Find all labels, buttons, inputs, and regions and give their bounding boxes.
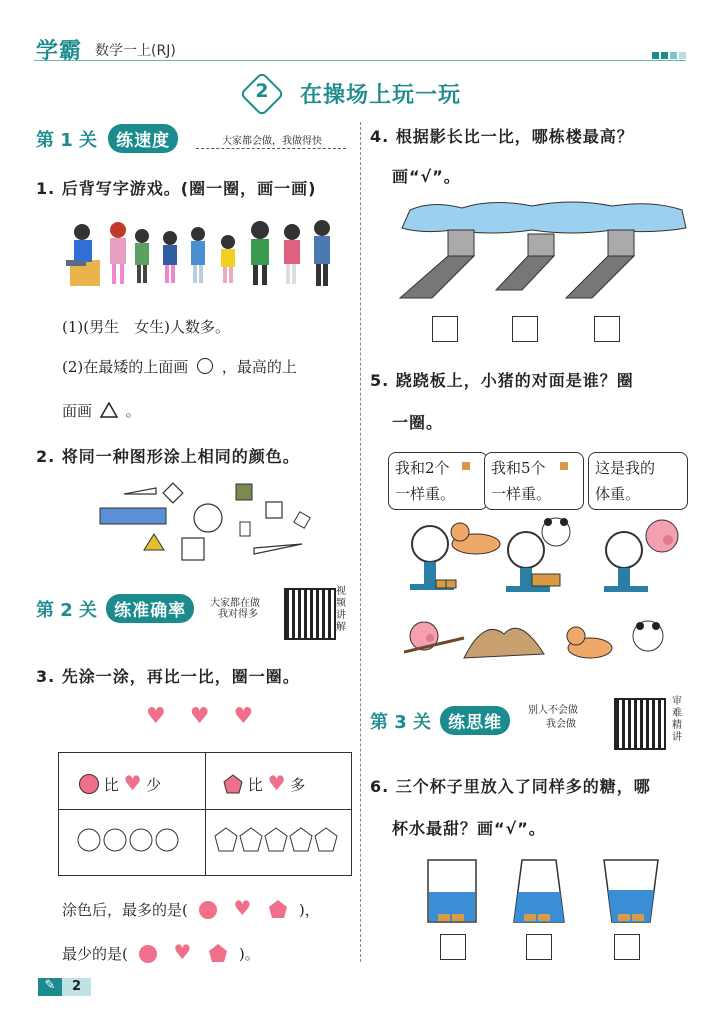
q4-title: 4. 根据影长比一比，哪栋楼最高？ (370, 127, 634, 146)
hint-line (196, 148, 346, 149)
q1-title: 1. 后背写字游戏。(圈一圈，画一画) (36, 179, 317, 198)
q1-part2 (62, 356, 297, 377)
column-divider (360, 122, 361, 962)
level3-hint (528, 704, 578, 732)
q1-part2-text: (2)在最矮的上面画 (62, 358, 189, 376)
q5-title2: 一圈。 (392, 413, 444, 432)
q3-title: 3. 先涂一涂，再比一比，圈一圈。 (36, 667, 300, 686)
pentagon-option-icon[interactable] (268, 899, 288, 919)
circle-shape (194, 504, 222, 532)
q3-least (62, 940, 260, 964)
q1-part1: (1)(男生 女生)人数多。 (62, 318, 230, 336)
q3-most-text: 涂色后，最多的是( (62, 901, 188, 919)
q3-least-text: 最少的是( (62, 945, 128, 963)
page-title: 在操场上玩一玩 (300, 83, 462, 108)
answer-box[interactable] (594, 316, 620, 342)
answer-box[interactable] (526, 934, 552, 960)
building-2 (528, 234, 554, 256)
level1-pill: 练速度 (108, 124, 178, 153)
circle-icon (79, 774, 99, 794)
q4-title2: 画“√”。 (392, 167, 461, 186)
qr-code[interactable] (614, 698, 666, 750)
circle-option-icon[interactable] (139, 945, 157, 963)
q6-title: 6. 三个杯子里放入了同样多的糖，哪 (370, 777, 651, 796)
answer-box[interactable] (432, 316, 458, 342)
bubble1-line1: 我和2个 (395, 459, 450, 477)
small-rect-shape (240, 522, 250, 536)
panda-1 (542, 518, 570, 546)
level3-label: 第 3 关 (370, 712, 432, 733)
page-number: 2 (62, 978, 91, 996)
qr-code[interactable] (284, 588, 336, 640)
big-square-shape (182, 538, 204, 560)
level3-pill: 练思维 (440, 706, 510, 735)
level3-hint2: 我会做 (546, 719, 576, 730)
kid-6 (221, 235, 235, 283)
answer-box[interactable] (512, 316, 538, 342)
building-3 (608, 230, 634, 256)
q1-part2-text2: ，最高的上 (221, 358, 297, 376)
cups-figure (424, 856, 664, 926)
level1-label: 第 1 关 (36, 130, 98, 151)
scale-3 (604, 532, 648, 592)
q3-least-end: )。 (238, 945, 260, 963)
square-shape (266, 502, 282, 518)
q2-title: 2. 将同一种图形涂上相同的颜色。 (36, 447, 300, 466)
level2-hint1: 大家都在做 (210, 598, 260, 609)
shapes-figure (96, 478, 326, 570)
tilted-square-shape (294, 512, 310, 528)
heart-icon: ♥ (233, 704, 278, 729)
q1-part3-text: 面画 (62, 402, 93, 420)
cell1-text-a: 比 (103, 776, 119, 794)
header-rule (34, 60, 686, 61)
pentagon-option-icon[interactable] (208, 943, 228, 963)
pencil-icon: ✎ (38, 978, 62, 996)
level2-hint2: 我对得多 (218, 609, 258, 620)
seesaw-figure (404, 608, 694, 672)
level1-hint: 大家都会做，我做得快 (222, 136, 322, 147)
dog-1 (451, 523, 500, 554)
q3-most (62, 896, 320, 920)
shadow-3 (566, 256, 634, 298)
answer-box[interactable] (614, 934, 640, 960)
kid-2 (110, 222, 126, 284)
blue-rectangle-shape (100, 508, 166, 524)
page-number-badge (38, 976, 91, 996)
answer-box[interactable] (440, 934, 466, 960)
level2-pill: 练准确率 (106, 594, 194, 623)
pentagon-icon (223, 774, 243, 794)
box-icon (560, 462, 568, 470)
table-cell-2 (223, 771, 305, 795)
cell2-text-a: 比 (247, 776, 263, 794)
table-cell-1 (79, 771, 161, 795)
building-1 (448, 230, 474, 256)
hearts-row (146, 704, 277, 729)
bubble3-line2: 体重。 (595, 485, 641, 503)
q1-part3 (62, 400, 141, 421)
bubble1-line2: 一样重。 (395, 485, 456, 503)
level2-label: 第 2 关 (36, 600, 98, 621)
pig-1 (646, 520, 678, 552)
kid-4 (163, 231, 177, 283)
q5-title: 5. 跷跷板上，小猪的对面是谁？圈 (370, 371, 634, 390)
thin-triangle-shape (124, 488, 156, 494)
cup-1 (428, 860, 476, 922)
kid-9 (314, 220, 330, 286)
bubble2-line1: 我和5个 (491, 459, 546, 477)
scales-figure (406, 514, 696, 600)
circle-icon (197, 358, 213, 374)
kids-illustration (60, 214, 350, 290)
cell1-text-b: 少 (146, 776, 162, 794)
panda-2 (633, 621, 663, 651)
heart-icon: ♥ (146, 704, 190, 729)
cup-3 (604, 860, 658, 922)
heart-icon: ♥ (123, 771, 142, 795)
circle-option-icon[interactable] (199, 901, 217, 919)
dog-2 (567, 627, 612, 658)
kid-5 (191, 227, 205, 283)
kid-3 (135, 229, 149, 283)
brand-logo: 学霸 (36, 39, 83, 64)
kid-1 (66, 224, 92, 266)
level3-hint1: 别人不会做 (528, 705, 578, 716)
buildings-figure (392, 198, 692, 302)
table-vline (205, 753, 206, 875)
diamond-shape (163, 483, 183, 503)
shadow-1 (400, 256, 474, 298)
level1-header (36, 124, 178, 153)
bubble2-line2: 一样重。 (491, 485, 552, 503)
level2-header (36, 594, 194, 623)
level3-header (370, 706, 510, 735)
cell2-text-b: 多 (290, 776, 306, 794)
heart-icon: ♥ (189, 704, 234, 729)
level3-side: 审难精讲 (672, 696, 682, 743)
speech-bubble-1 (388, 452, 488, 510)
filled-square-shape (236, 484, 252, 500)
level2-hint (210, 598, 260, 620)
speech-bubble-2 (484, 452, 584, 510)
shadow-2 (496, 256, 554, 290)
table-hline (59, 809, 351, 810)
speech-bubble-3 (588, 452, 688, 510)
triangle-icon (100, 402, 118, 418)
box-icon (462, 462, 470, 470)
wedge-shape (254, 544, 302, 554)
book-title: 数学一上(RJ) (95, 43, 176, 59)
yellow-triangle-shape (144, 534, 164, 550)
four-circles (75, 825, 195, 855)
lesson-number: 2 (255, 80, 269, 102)
q3-most-end: )， (298, 901, 320, 919)
q1-part3-text2: 。 (125, 402, 141, 420)
level2-side: 视频讲解 (336, 586, 346, 633)
q6-title2: 杯水最甜？画“√”。 (392, 819, 546, 838)
heart-option-icon[interactable]: ♥ (233, 896, 252, 920)
five-pentagons (213, 825, 345, 855)
kid-8 (284, 224, 300, 284)
compare-table (58, 752, 352, 876)
kid-7 (251, 221, 269, 285)
cup-2 (514, 860, 564, 922)
heart-icon: ♥ (267, 771, 286, 795)
hill-shape (464, 628, 544, 658)
heart-option-icon[interactable]: ♥ (173, 940, 192, 964)
bubble3-line1: 这是我的 (595, 459, 656, 477)
